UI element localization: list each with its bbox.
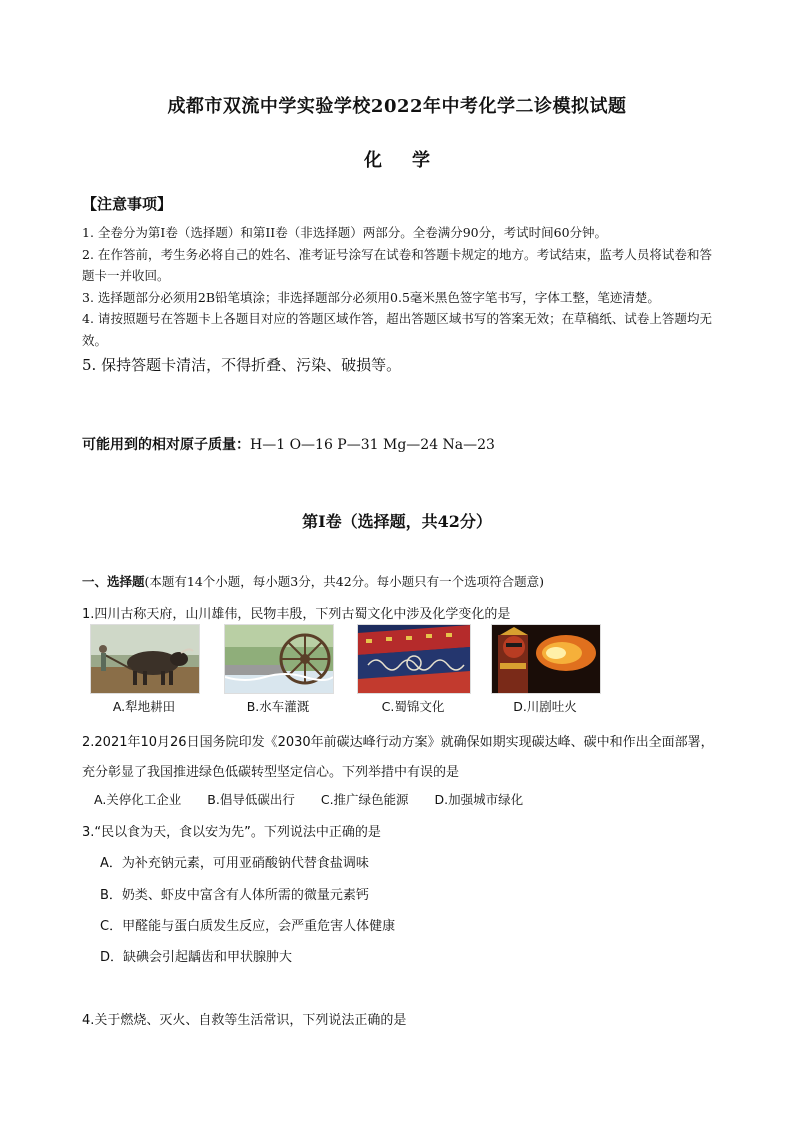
- notice-list: [82, 222, 712, 377]
- subject-title: 化学: [364, 150, 460, 171]
- water-wheel-image: [224, 624, 334, 694]
- atomic-mass-line: [82, 434, 495, 454]
- q3-option-c: C．甲醛能与蛋白质发生反应，会严重危害人体健康: [100, 919, 396, 934]
- atomic-mass-label: 可能用到的相对原子质量：: [82, 437, 250, 453]
- notice-item-3: 3. 选择题部分必须用2B铅笔填涂；非选择题部分必须用0.5毫米黑色签字笔书写，字体工整，笔迹清楚。: [82, 289, 660, 305]
- notice-item-5: 5. 保持答题卡清洁，不得折叠、污染、破损等。: [82, 356, 402, 374]
- exam-title: 成都市双流中学实验学校2022年中考化学二诊模拟试题: [167, 96, 627, 117]
- question-2-stem: 2.2021年10月26日国务院印发《2030年前碳达峰行动方案》就确保如期实现碳达峰、碳中和作出全面部署，充分彰显了我国推进绿色低碳转型坚定信心。下列举措中有误的是: [82, 735, 714, 780]
- q2-option-b: B.倡导低碳出行: [207, 792, 295, 807]
- q2-option-a: A.关停化工企业: [94, 792, 182, 807]
- q3-option-d: D．缺碘会引起龋齿和甲状腺肿大: [100, 950, 293, 965]
- notice-item-2: 2. 在作答前，考生务必将自己的姓名、准考证号涂写在试卷和答题卡规定的地方。考试结束，监考人员将试卷和答题卡一并收回。: [82, 246, 712, 283]
- section-title: 第Ⅰ卷（选择题，共42分）: [302, 512, 492, 531]
- question-4-stem: 4.关于燃烧、灭火、自救等生活常识，下列说法正确的是: [82, 1013, 407, 1028]
- ox-plowing-image: [90, 624, 200, 694]
- q3-option-a: A．为补充钠元素，可用亚硝酸钠代替食盐调味: [100, 856, 369, 871]
- atomic-mass-values: H—1 O—16 P—31 Mg—24 Na—23: [250, 437, 495, 453]
- q1-option-d: D.川剧吐火: [513, 699, 577, 714]
- shu-brocade-image: [357, 624, 471, 694]
- notice-item-4: 4. 请按照题号在答题卡上各题目对应的答题区域作答，超出答题区域书写的答案无效；在草稿纸、试卷上答题均无效。: [82, 311, 712, 348]
- q1-option-b: B.水车灌溉: [246, 699, 310, 714]
- q2-option-d: D.加强城市绿化: [434, 792, 524, 807]
- part-description: (本题有14个小题，每小题3分，共42分。每小题只有一个选项符合题意): [144, 574, 545, 589]
- part-heading: [82, 572, 544, 590]
- question-2-options: [94, 790, 545, 808]
- notice-item-1: 1. 全卷分为第Ⅰ卷（选择题）和第ⅠⅠ卷（非选择题）两部分。全卷满分90分，考试时间60分钟。: [82, 225, 608, 240]
- part-label: 一、选择题: [82, 574, 145, 589]
- q2-option-c: C.推广绿色能源: [320, 792, 409, 807]
- q1-option-a: A.犁地耕田: [112, 699, 176, 714]
- question-1-stem: 1.四川古称天府，山川雄伟，民物丰殷，下列古蜀文化中涉及化学变化的是: [82, 607, 511, 622]
- q1-option-c: C.蜀锦文化: [381, 699, 445, 714]
- notice-heading: 【注意事项】: [82, 195, 173, 213]
- question-3-stem: 3.“民以食为天，食以安为先”。下列说法中正确的是: [82, 825, 381, 840]
- fire-breathing-image: [491, 624, 601, 694]
- q3-option-b: B．奶类、虾皮中富含有人体所需的微量元素钙: [100, 888, 369, 903]
